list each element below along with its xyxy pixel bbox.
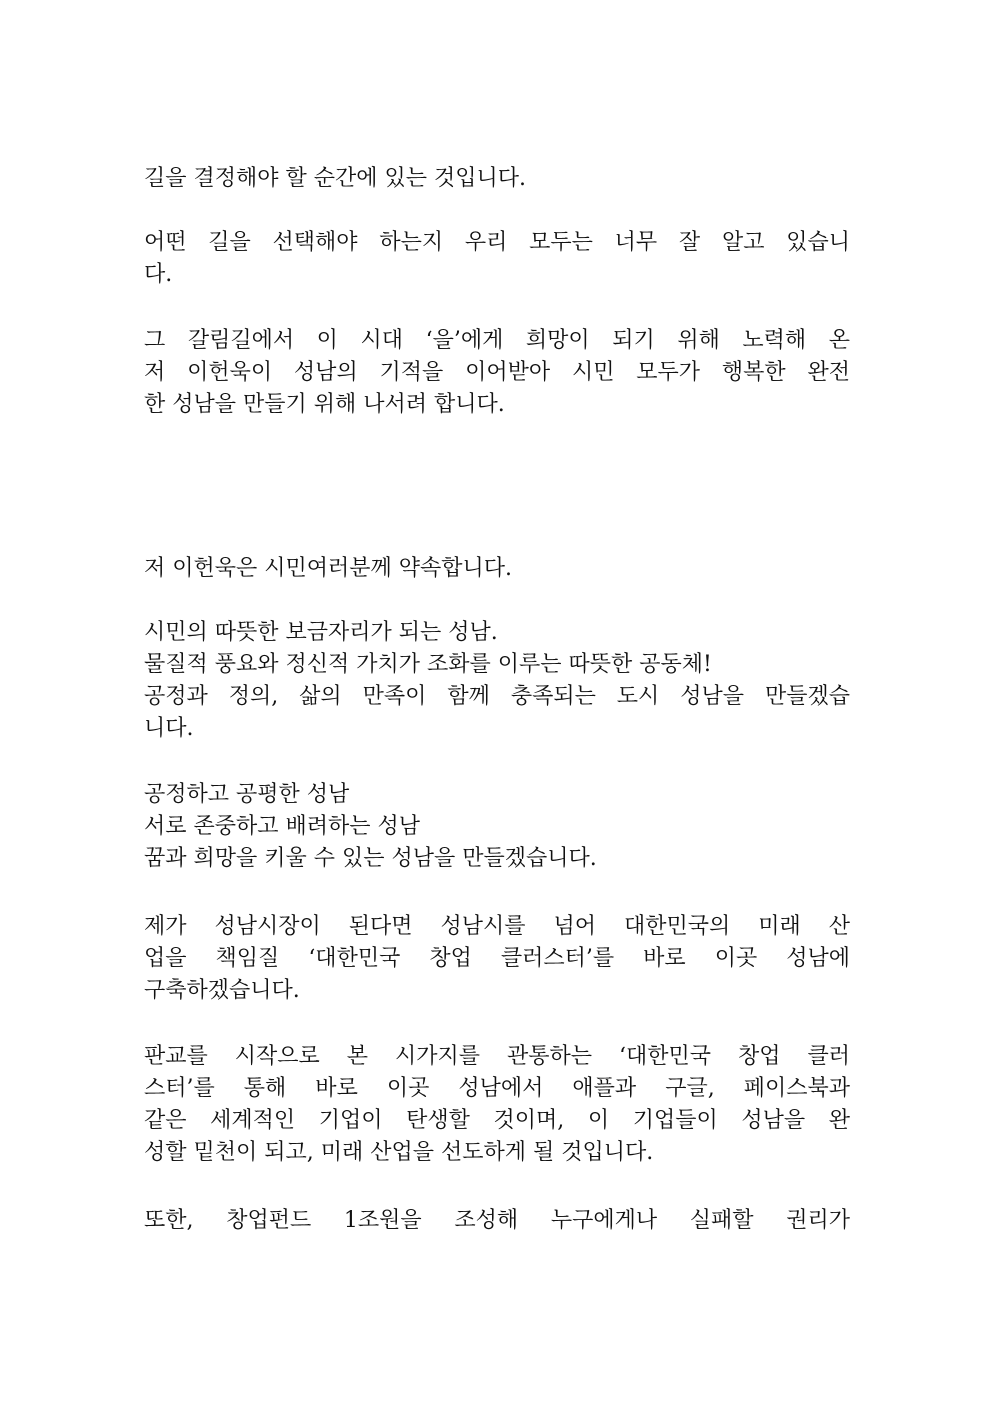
text-line: 판교를 시작으로 본 시가지를 관통하는 ‘대한민국 창업 클러 bbox=[144, 1044, 850, 1069]
paragraph-6 bbox=[144, 779, 850, 875]
text-line: 다. bbox=[144, 262, 173, 287]
text-line: 같은 세계적인 기업이 탄생할 것이며, 이 기업들이 성남을 완 bbox=[144, 1108, 850, 1133]
text-line: 공정과 정의, 삶의 만족이 함께 충족되는 도시 성남을 만들겠습 bbox=[144, 684, 850, 709]
text-line: 그 갈림길에서 이 시대 ‘을’에게 희망이 되기 위해 노력해 온 bbox=[144, 328, 850, 353]
text-line: 저 이헌욱이 성남의 기적을 이어받아 시민 모두가 행복한 완전 bbox=[144, 360, 850, 385]
text-line: 시민의 따뜻한 보금자리가 되는 성남. bbox=[144, 620, 498, 645]
text-line: 한 성남을 만들기 위해 나서려 합니다. bbox=[144, 392, 505, 417]
paragraph-4 bbox=[144, 553, 850, 585]
paragraph-8 bbox=[144, 1041, 850, 1169]
paragraph-1 bbox=[144, 163, 850, 195]
text-line: 공정하고 공평한 성남 bbox=[144, 782, 350, 807]
text-line: 물질적 풍요와 정신적 가치가 조화를 이루는 따뜻한 공동체! bbox=[144, 652, 712, 677]
paragraph-9 bbox=[144, 1205, 850, 1237]
paragraph-5 bbox=[144, 617, 850, 745]
text-line: 길을 결정해야 할 순간에 있는 것입니다. bbox=[144, 166, 526, 191]
text-line: 성할 밑천이 되고, 미래 산업을 선도하게 될 것입니다. bbox=[144, 1140, 654, 1165]
text-line: 서로 존중하고 배려하는 성남 bbox=[144, 814, 421, 839]
paragraph-3 bbox=[144, 325, 850, 421]
text-line: 스터’를 통해 바로 이곳 성남에서 애플과 구글, 페이스북과 bbox=[144, 1076, 850, 1101]
text-line: 니다. bbox=[144, 716, 194, 741]
text-line: 어떤 길을 선택해야 하는지 우리 모두는 너무 잘 알고 있습니 bbox=[144, 230, 850, 255]
paragraph-7 bbox=[144, 911, 850, 1007]
text-line: 꿈과 희망을 키울 수 있는 성남을 만들겠습니다. bbox=[144, 846, 597, 871]
text-line: 제가 성남시장이 된다면 성남시를 넘어 대한민국의 미래 산 bbox=[144, 914, 850, 939]
text-line: 업을 책임질 ‘대한민국 창업 클러스터’를 바로 이곳 성남에 bbox=[144, 946, 850, 971]
paragraph-2 bbox=[144, 227, 850, 291]
text-line: 또한, 창업펀드 1조원을 조성해 누구에게나 실패할 권리가 bbox=[144, 1208, 850, 1233]
text-line: 구축하겠습니다. bbox=[144, 978, 300, 1003]
text-line: 저 이헌욱은 시민여러분께 약속합니다. bbox=[144, 556, 513, 581]
